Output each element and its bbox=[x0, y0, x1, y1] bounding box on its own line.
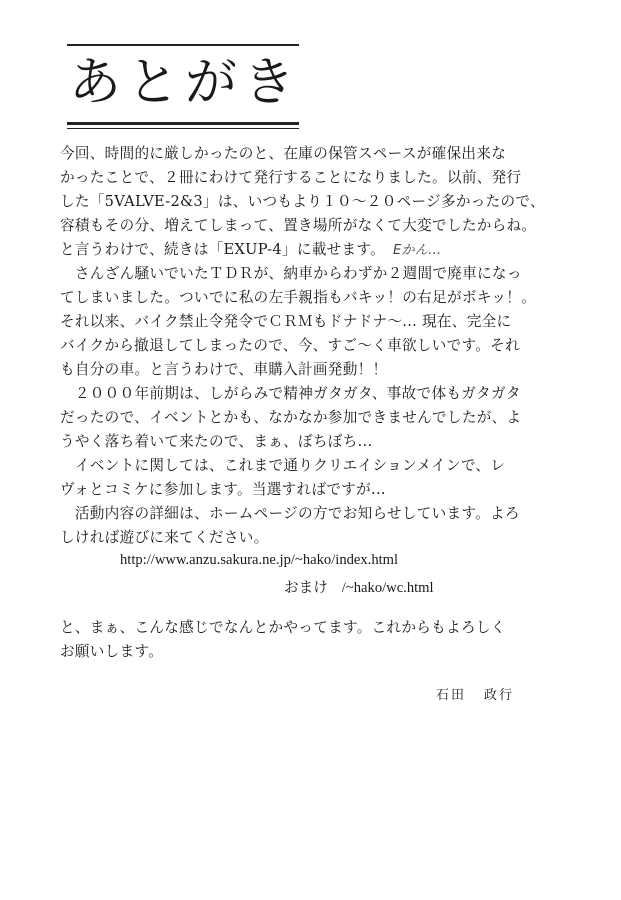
closing-line: と、まぁ、こんな感じでなんとかやってます。これからもよろしく bbox=[60, 619, 506, 636]
extra-url-label: おまけ bbox=[284, 580, 328, 596]
body-line: ２０００年前期は、しがらみで精神ガタガタ、事故で体もガタガタ bbox=[60, 385, 521, 402]
body-line: イベントに関しては、これまで通りクリエイションメインで、レ bbox=[60, 457, 506, 474]
body-line: それ以来、バイク禁止令発令でＣＲＭもドナドナ～... 現在、完全に bbox=[60, 313, 512, 330]
body-line: うやく落ち着いて来たので、まぁ、ぼちぼち... bbox=[60, 433, 373, 450]
body-line: しければ遊びに来てください。 bbox=[60, 529, 269, 546]
body-line: かったことで、２冊にわけて発行することになりました。以前、発行 bbox=[60, 169, 522, 186]
signature-given-name: 政行 bbox=[484, 688, 515, 703]
page-title: あとがき bbox=[69, 53, 302, 113]
body-line: した「5VALVE-2&3」は、いつもより１０～２０ページ多かったので、 bbox=[60, 193, 545, 210]
title-bottom-rule-thin bbox=[67, 128, 299, 129]
body-line: 容積もその分、増えてしまって、置き場所がなくて大変でしたからね。 bbox=[60, 217, 537, 234]
body-line: も自分の車。と言うわけで、車購入計画発動！！ bbox=[60, 361, 388, 378]
body-line: ヴォとコミケに参加します。当選すればですが... bbox=[60, 481, 386, 498]
closing-line: お願いします。 bbox=[60, 643, 164, 660]
author-signature bbox=[436, 684, 514, 703]
title-block bbox=[67, 44, 302, 132]
title-bottom-rule bbox=[67, 122, 299, 125]
body-line: てしまいました。ついでに私の左手親指もバキッ！の右足がボキッ！。 bbox=[60, 289, 537, 306]
handwritten-note: Eかん... bbox=[393, 243, 442, 258]
body-line: 活動内容の詳細は、ホームページの方でお知らせしています。よろ bbox=[60, 505, 520, 522]
signature-family-name: 石田 bbox=[436, 688, 467, 703]
title-top-rule bbox=[67, 44, 299, 46]
body-line: だったので、イベントとかも、なかなか参加できませんでしたが、よ bbox=[60, 409, 522, 426]
extra-url[interactable]: /~hako/wc.html bbox=[341, 580, 434, 596]
body-line-with-note bbox=[60, 240, 441, 261]
body-line-text: と言うわけで、続きは「EXUP-4」に載せます。 bbox=[60, 241, 386, 258]
homepage-url[interactable]: http://www.anzu.sakura.ne.jp/~hako/index.html bbox=[120, 552, 399, 568]
body-line: 今回、時間的に厳しかったのと、在庫の保管スペースが確保出来な bbox=[60, 145, 507, 162]
extra-url-line bbox=[284, 576, 434, 597]
body-line: バイクから撤退してしまったので、今、すご～く車欲しいです。それ bbox=[60, 337, 520, 354]
body-line: さんざん騒いでいたＴＤＲが、納車からわずか２週間で廃車になっ bbox=[60, 265, 522, 282]
